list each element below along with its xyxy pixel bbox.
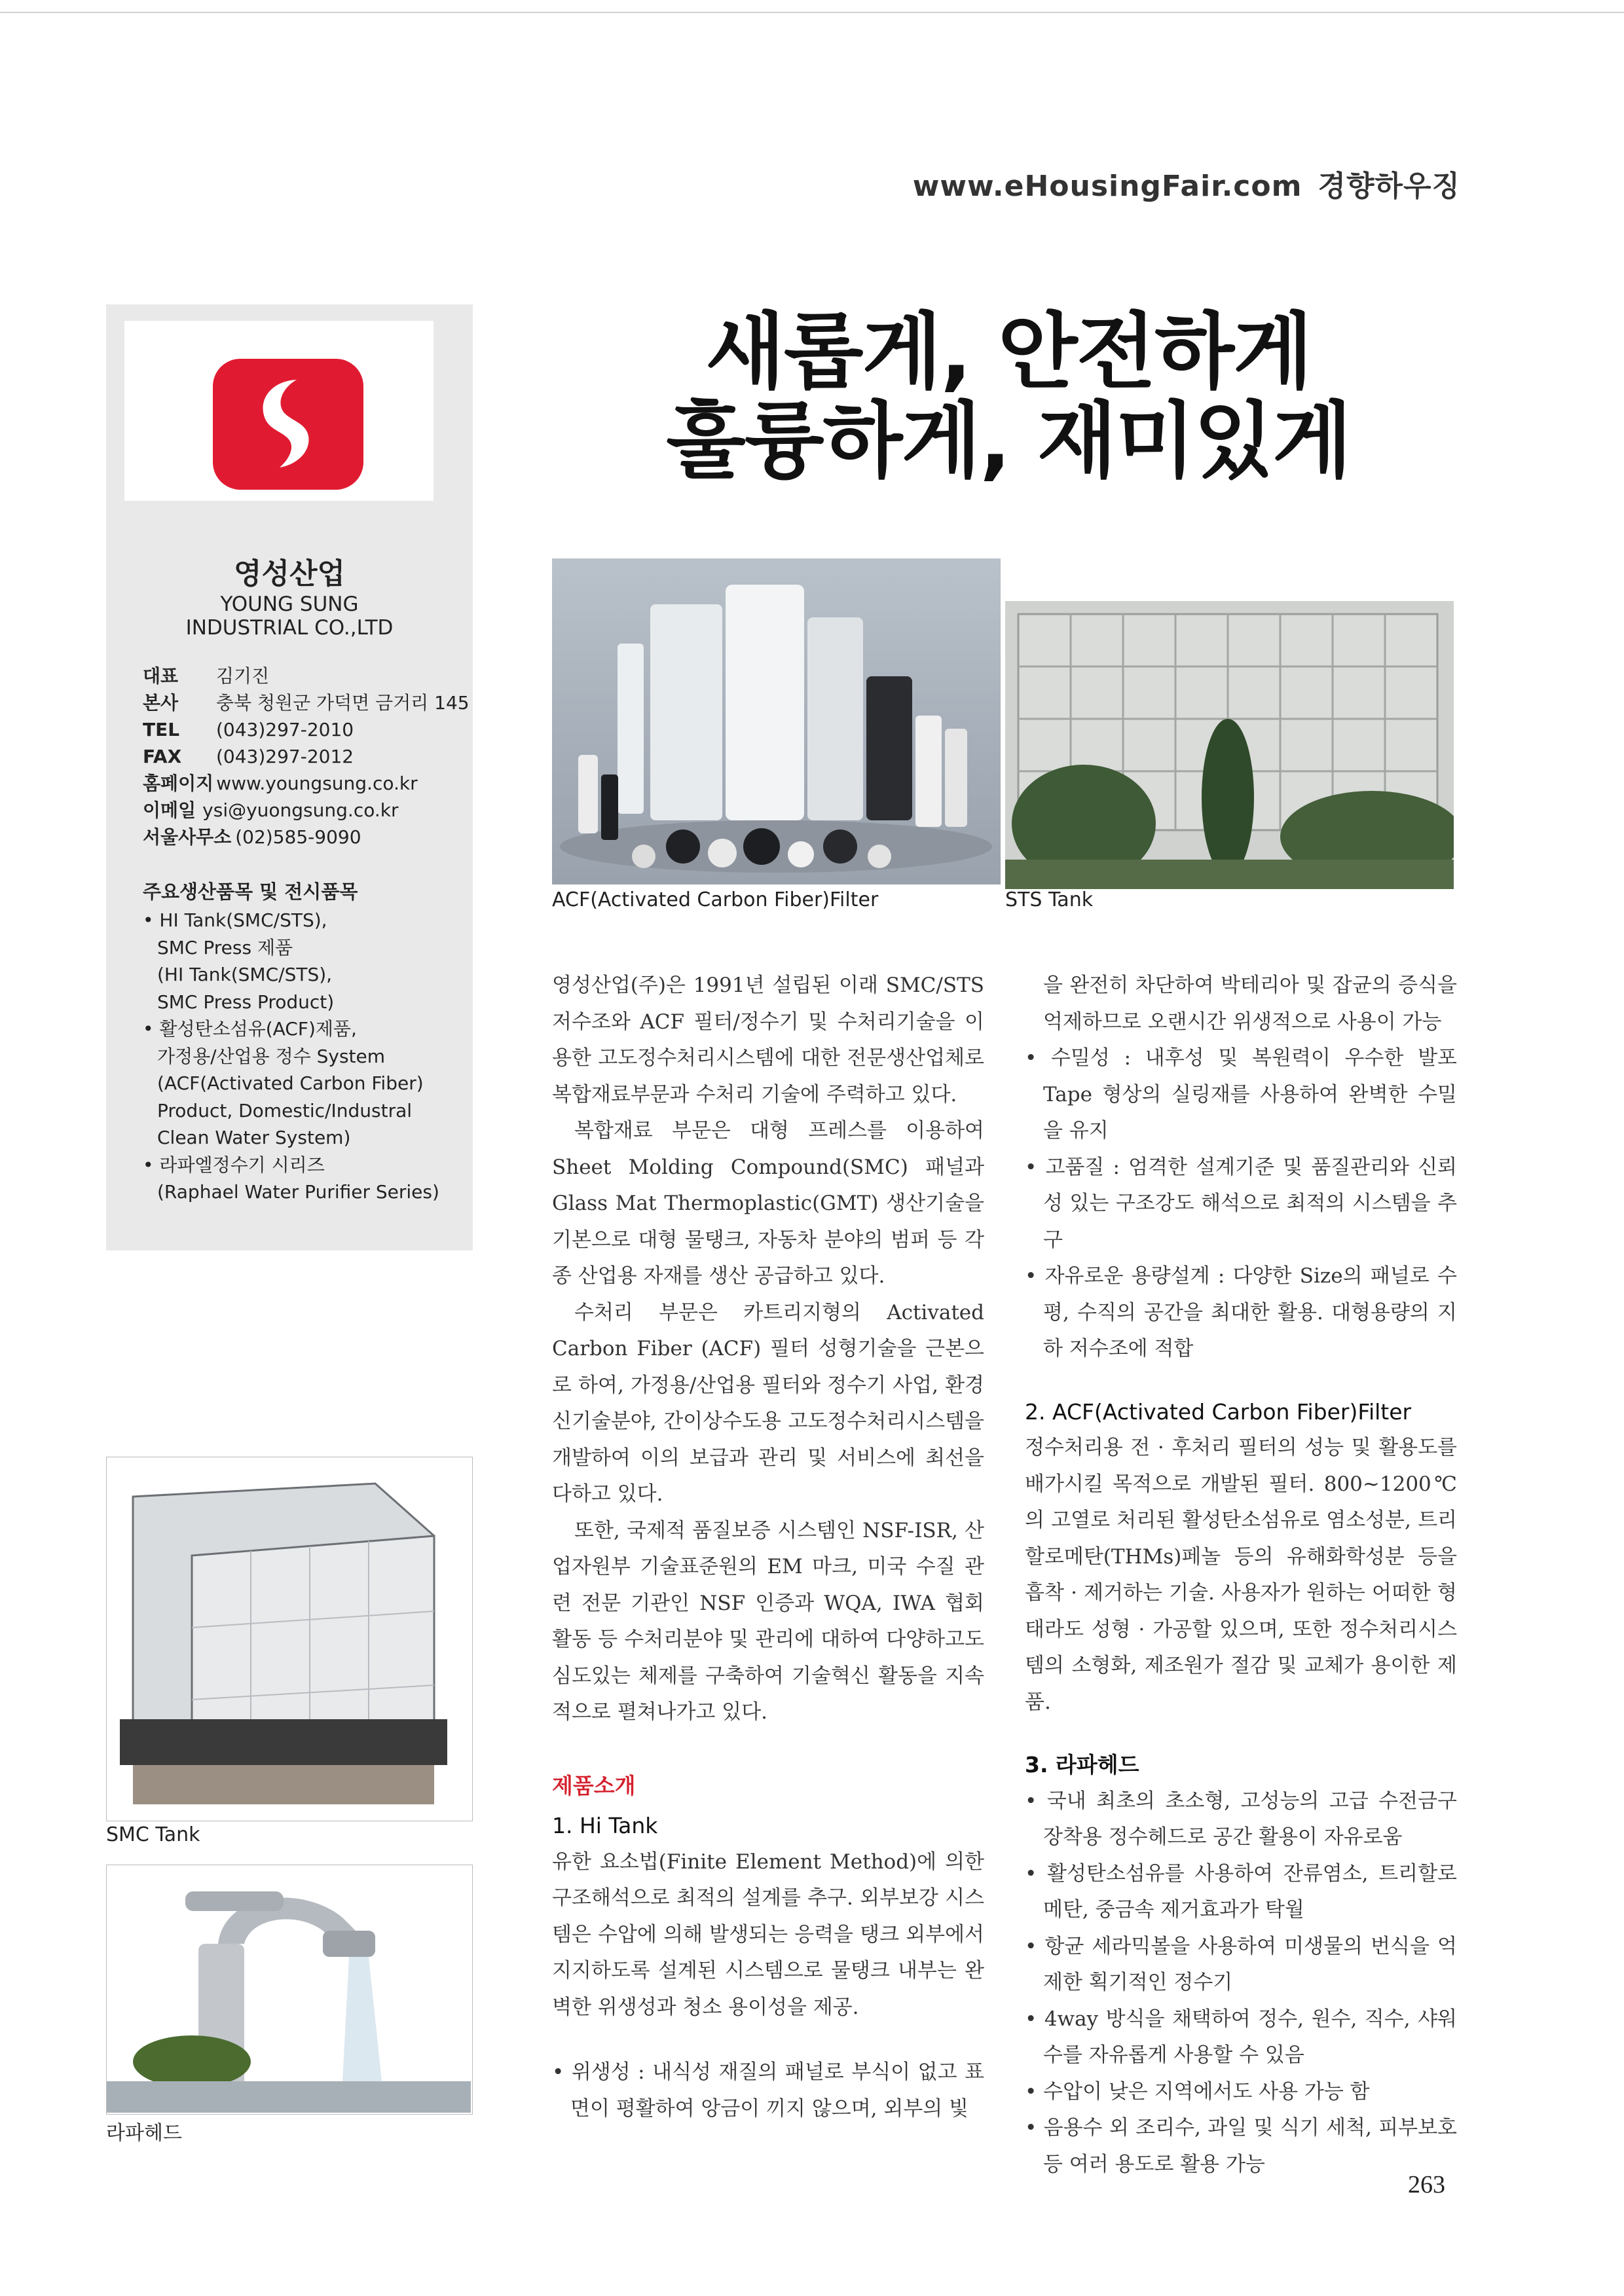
- info-value: (02)585-9090: [235, 826, 361, 848]
- acf-filter-photo: [552, 558, 1001, 884]
- info-label: 본사: [143, 692, 179, 714]
- product-line: (Raphael Water Purifier Series): [157, 1181, 439, 1203]
- info-label: TEL: [143, 719, 180, 740]
- company-name-en-line1: YOUNG SUNG: [220, 592, 359, 616]
- body-paragraph: 복합재료 부문은 대형 프레스를 이용하여 Sheet Molding Compound(SMC) 패널과 Glass Mat Thermoplastic(GMT) 생산기술을 기본으로 대형 물탱크, 자동차 분야의 범퍼 등 각종 산업용 자재를 생산 공급하고 있다.: [552, 1119, 984, 1288]
- header-site: www.eHousingFair.com: [912, 170, 1302, 203]
- info-row-hq: [143, 689, 470, 716]
- raphael-head-photo: [106, 1865, 473, 2115]
- raphael-bullet: • 음용수 외 조리수, 과일 및 식기 세척, 피부보호 등 여러 용도로 활용 가능: [1025, 2116, 1457, 2176]
- info-row-fax: [143, 743, 464, 770]
- company-name-en-line2: INDUSTRIAL CO.,LTD: [185, 616, 394, 640]
- top-rule: [0, 12, 1624, 13]
- raphael-bullet: • 국내 최초의 초소형, 고성능의 고급 수전금구 장착용 정수헤드로 공간 활용이 자유로움: [1025, 1789, 1457, 1849]
- page-header: [786, 162, 1460, 204]
- header-brand: 경향하우징: [1318, 170, 1460, 203]
- section-hi-tank-title: 1. Hi Tank: [552, 1813, 658, 1838]
- info-value: (043)297-2010: [216, 719, 354, 740]
- info-label: 이메일: [143, 799, 196, 821]
- info-row-tel: [143, 716, 464, 743]
- info-label: 대표: [143, 665, 179, 687]
- info-value: 김기진: [216, 665, 270, 687]
- info-row-ceo: [143, 663, 464, 689]
- product-line: SMC Press Product): [157, 991, 335, 1013]
- info-value: ysi@yuongsung.co.kr: [202, 799, 399, 821]
- product-item: • 라파엘정수기 시리즈: [143, 1154, 325, 1176]
- caption-sts: STS Tank: [1005, 888, 1094, 911]
- product-line: 가정용/산업용 정수 System: [157, 1045, 386, 1067]
- section-acf-title: 2. ACF(Activated Carbon Fiber)Filter: [1025, 1398, 1412, 1425]
- info-label: 서울사무소: [143, 826, 232, 848]
- info-row-email: [143, 797, 464, 824]
- info-value: (043)297-2012: [216, 746, 354, 767]
- company-name-en: [106, 592, 473, 640]
- company-info: [143, 663, 470, 850]
- info-row-homepage: [143, 770, 464, 797]
- product-line: Clean Water System): [157, 1127, 351, 1148]
- title-line1: 새롭게, 안전하게: [705, 304, 1312, 400]
- product-intro-heading: 제품소개: [552, 1772, 636, 1798]
- company-logo: [213, 359, 363, 490]
- body-paragraph: 영성산업(주)은 1991년 설립된 이래 SMC/STS 저수조와 ACF 필터/정수기 및 수처리기술을 이용한 고도정수처리시스템에 대한 전문생산업체로 복합재료부문과 수처리 기술에 주력하고 있다.: [552, 974, 984, 1106]
- product-line: Product, Domestic/Industral: [157, 1099, 413, 1121]
- info-value: www.youngsung.co.kr: [216, 773, 418, 794]
- body-paragraph: 또한, 국제적 품질보증 시스템인 NSF-ISR, 산업자원부 기술표준원의 EM 마크, 미국 수질 관련 전문 기관인 NSF 인증과 WQA, IWA 협회 활동 등 수처리분야 및 관리에 대하여 다양하고도 심도있는 체제를 구축하여 기술혁신 활동을 지속적으로 펼쳐나가고 있다.: [552, 1518, 984, 1724]
- title-line2: 훌륭하게, 재미있게: [666, 393, 1351, 489]
- info-row-seoul-office: [143, 824, 464, 850]
- caption-faucet: 라파헤드: [106, 2122, 182, 2145]
- section-hi-tank-text: 유한 요소법(Finite Element Method)에 의한 구조해석으로 최적의 설계를 추구. 외부보강 시스템은 수압에 의해 발생되는 응력을 탱크 외부에서 지지하도록 설계된 시스템으로 물탱크 내부는 완벽한 위생성과 청소 용이성을 제공.: [552, 1850, 984, 2019]
- page-number: 263: [1408, 2171, 1445, 2198]
- info-label: FAX: [143, 746, 182, 767]
- caption-smc: SMC Tank: [106, 1823, 200, 1846]
- product-line: (HI Tank(SMC/STS),: [157, 964, 333, 985]
- article-title: [589, 304, 1428, 489]
- raphael-bullet: • 수압이 낮은 지역에서도 사용 가능 함: [1025, 2079, 1370, 2104]
- sts-tank-photo: [1005, 601, 1454, 889]
- product-item: • HI Tank(SMC/STS),: [143, 909, 327, 931]
- hi-tank-bullet: • 수밀성 : 내후성 및 복원력이 우수한 발포 Tape 형상의 실링재를 사용하여 완벽한 수밀을 유지: [1025, 1046, 1457, 1142]
- info-label: 홈페이지: [143, 773, 214, 794]
- products-list: [143, 907, 470, 1206]
- raphael-bullet: • 4way 방식을 채택하여 정수, 원수, 직수, 샤워수를 자유롭게 사용할 수 있음: [1025, 2007, 1457, 2067]
- raphael-bullet: • 활성탄소섬유를 사용하여 잔류염소, 트리할로메탄, 중금속 제거효과가 탁월: [1025, 1861, 1457, 1922]
- hi-tank-bullet: • 자유로운 용량설계 : 다양한 Size의 패널로 수평, 수직의 공간을 최대한 활용. 대형용량의 지하 저수조에 적합: [1025, 1264, 1457, 1360]
- product-line: (ACF(Activated Carbon Fiber): [157, 1072, 424, 1094]
- body-column-2: [1025, 968, 1457, 2183]
- section-acf-text: 정수처리용 전 · 후처리 필터의 성능 및 활용도를 배가시킬 목적으로 개발된 필터. 800~1200℃의 고열로 처리된 활성탄소섬유로 염소성분, 트리할로메탄(THMs)페놀 등의 유해화학성분 등을 흡착 · 제거하는 기술. 사용자가 원하는 어떠한 형태라도 성형 · 가공할 있으며, 또한 정수처리시스템의 소형화, 제조원가 절감 및 교체가 용이한 제품.: [1025, 1436, 1457, 1714]
- body-paragraph: 수처리 부문은 카트리지형의 Activated Carbon Fiber (ACF) 필터 성형기술을 근본으로 하여, 가정용/산업용 필터와 정수기 사업, 환경신기술분야, 간이상수도용 고도정수처리시스템을 개발하여 이의 보급과 관리 및 서비스에 최선을 다하고 있다.: [552, 1300, 984, 1506]
- smc-tank-photo: [106, 1457, 473, 1821]
- company-name-ko: 영성산업: [233, 557, 345, 591]
- logo-mark-icon: [251, 374, 323, 473]
- section-raphael-title: 3. 라파헤드: [1025, 1752, 1139, 1777]
- product-item: • 활성탄소섬유(ACF)제품,: [143, 1018, 357, 1040]
- info-value: 충북 청원군 가덕면 금거리 145: [216, 692, 470, 714]
- raphael-bullet: • 항균 세라믹볼을 사용하여 미생물의 번식을 억제한 획기적인 정수기: [1025, 1934, 1457, 1994]
- body-column-1: [552, 968, 984, 2127]
- hi-tank-bullet: • 위생성 : 내식성 재질의 패널로 부식이 없고 표면이 평활하여 앙금이 끼지 않으며, 외부의 빛: [552, 2060, 984, 2121]
- products-title: 주요생산품목 및 전시품목: [143, 881, 358, 903]
- hi-tank-bullet-cont: 을 완전히 차단하여 박테리아 및 잡균의 증식을 억제하므로 오랜시간 위생적으로 사용이 가능: [1043, 974, 1457, 1034]
- product-line: SMC Press 제품: [157, 936, 293, 958]
- caption-acf: ACF(Activated Carbon Fiber)Filter: [552, 888, 879, 911]
- hi-tank-bullet: • 고품질 : 엄격한 설계기준 및 품질관리와 신뢰성 있는 구조강도 해석으로 최적의 시스템을 추구: [1025, 1155, 1457, 1252]
